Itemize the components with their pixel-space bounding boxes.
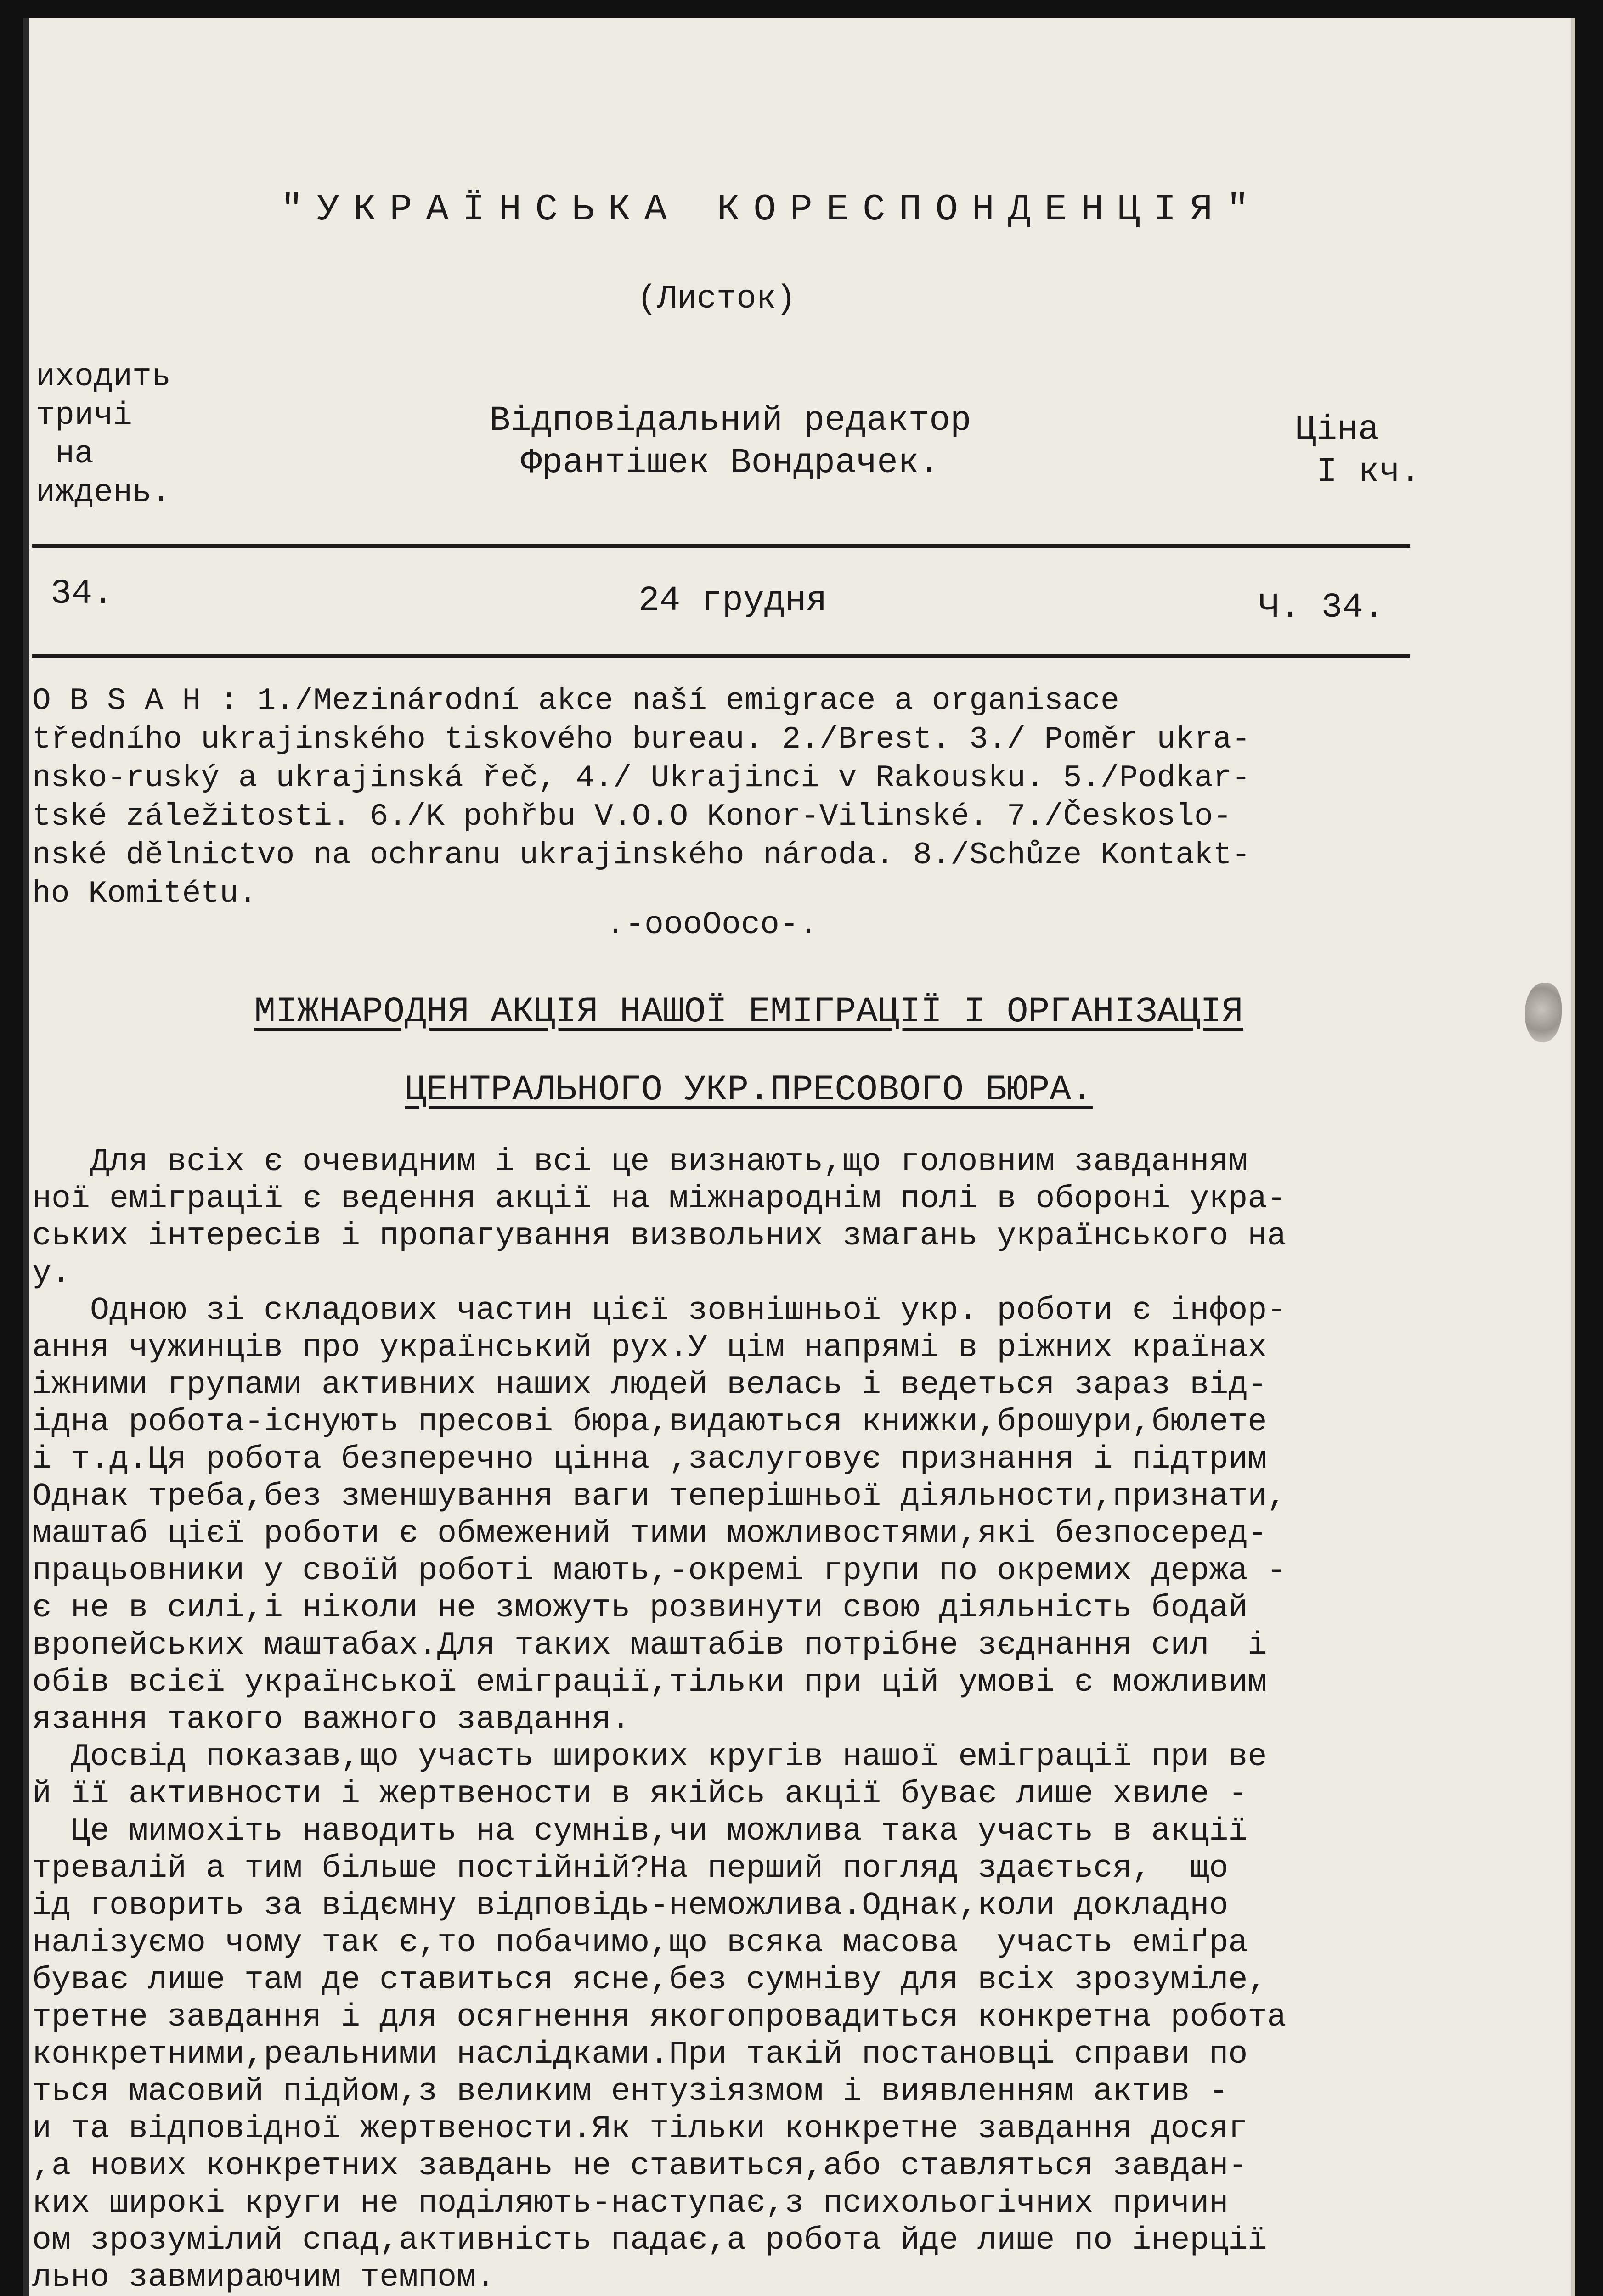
article-line: ких широкі круги не поділяють-наступає,з психольогічних причин <box>32 2185 1229 2222</box>
table-of-contents: О B S A H : 1./Mezinárodní akce naší emigrace a organisace tředního ukrajinského tiskového bureau. 2./Brest. 3./ Poměr ukra- nsko-ruský a ukrajinská řeč, 4./ Ukrajinci v Rakousku. 5./Podkar- tské záležitosti. 6./K pohřbu V.O.O Konor-Vilinské. 7./Českoslo- nské dělnictvo na ochranu ukrajinského národa. 8./Schůze Kontakt- ho Komitétu. <box>32 683 1251 912</box>
article-line: язання такого важного завдання. <box>32 1702 631 1738</box>
article-line: ної еміграції є ведення акції на міжнароднім полі в обороні укра- <box>32 1181 1287 1217</box>
ink-smudge <box>1525 983 1562 1042</box>
article-line: ом зрозумілий спад,активність падає,а робота йде лише по інерції <box>32 2223 1267 2259</box>
article-body <box>32 1143 1428 2296</box>
newsletter-subtitle: (Листок) <box>637 280 796 318</box>
article-line: ських інтересів і пропагування визвольних змагань українського на <box>32 1218 1287 1255</box>
article-line: Це мимохіть наводить на сумнів,чи можлива така участь в акції <box>32 1813 1248 1850</box>
editor-name: Франтішек Вондрачек. <box>520 443 940 483</box>
article-heading-line1: МІЖНАРОДНЯ АКЦІЯ НАШОЇ ЕМІГРАЦІЇ І ОРГАНІЗАЦІЯ <box>254 992 1243 1032</box>
editor-block <box>427 400 1033 484</box>
page-edge <box>1571 18 1575 2296</box>
article-line: є не в силі,і ніколи не зможуть розвинути свою діяльність бодай <box>32 1590 1248 1626</box>
document-page <box>23 18 1575 2296</box>
article-line: и та відповідної жертвености.Як тільки конкретне завдання досяг <box>32 2111 1248 2147</box>
publication-frequency: иходить тричі на иждень. <box>36 359 171 511</box>
price: Ціна I кч. <box>1295 410 1421 492</box>
divider-top <box>32 544 1410 548</box>
article-line: тревалій а тим більше постійній?На перший погляд здається, що <box>32 1851 1229 1887</box>
article-line: конкретними,реальними наслідками.При такій постановці справи по <box>32 2037 1248 2073</box>
article-line: й її активности і жертвености в якійсь акції буває лише хвиле - <box>32 1776 1248 1812</box>
article-line: налізуємо чому так є,то побачимо,що всяка масова участь еміґра <box>32 1925 1248 1961</box>
issue-date: 24 грудня <box>638 581 827 620</box>
article-line: і т.д.Ця робота безперечно цінна ,заслуговує признання і підтрим <box>32 1441 1267 1478</box>
article-line: льно завмираючим темпом. <box>32 2260 496 2296</box>
article-line: буває лише там де ставиться ясне,без сумніву для всіх зрозуміле, <box>32 1962 1267 1998</box>
editor-role: Відповідальний редактор <box>489 401 971 440</box>
article-line: вропейських маштабах.Для таких маштабів потрібне зєднання сил і <box>32 1627 1267 1664</box>
article-line: ідна робота-існують пресові бюра,видаються книжки,брошури,бюлете <box>32 1404 1267 1441</box>
article-line: у. <box>32 1255 71 1292</box>
article-line: працьовники у своїй роботі мають,-окремі групи по окремих держа - <box>32 1553 1287 1589</box>
article-heading-line2: ЦЕНТРАЛЬНОГО УКР.ПРЕСОВОГО БЮРА. <box>405 1070 1093 1110</box>
article-line: ,а нових конкретних завдань не ставиться,або ставляться завдан- <box>32 2148 1248 2184</box>
article-line: маштаб цієї роботи є обмежений тими можливостями,які безпосеред- <box>32 1516 1267 1552</box>
binding-edge <box>23 18 29 2296</box>
article-line: Одною зі складових частин цієї зовнішньої укр. роботи є інфор- <box>32 1293 1287 1329</box>
article-line: іжними групами активних наших людей велась і ведеться зараз від- <box>32 1367 1267 1403</box>
article-line: ід говорить за відємну відповідь-неможлива.Однак,коли докладно <box>32 1888 1229 1924</box>
divider-bottom <box>32 654 1410 658</box>
newsletter-title: "УКРАЇНСЬКА КОРЕСПОНДЕНЦІЯ" <box>280 188 1263 231</box>
issue-number-right: Ч. 34. <box>1259 588 1384 627</box>
section-separator: .-oooOoco-. <box>605 907 818 943</box>
article-line: обів всієї української еміграції,тільки при цій умові є можливим <box>32 1665 1267 1701</box>
issue-number-left: 34. <box>51 574 113 613</box>
article-line: Для всіх є очевидним і всі це визнають,що головним завданням <box>32 1144 1248 1180</box>
article-line: ться масовий підйом,з великим ентузіязмом і виявленням актив - <box>32 2074 1229 2110</box>
article-line: Однак треба,без зменшування ваги теперішньої діяльности,признати, <box>32 1479 1287 1515</box>
article-line: третне завдання і для осягнення якогопровадиться конкретна робота <box>32 1999 1287 2036</box>
article-line: ання чужинців про український рух.У цім напрямі в ріжних країнах <box>32 1330 1267 1366</box>
article-line: Досвід показав,що участь широких кругів нашої еміграції при ве <box>32 1739 1267 1775</box>
